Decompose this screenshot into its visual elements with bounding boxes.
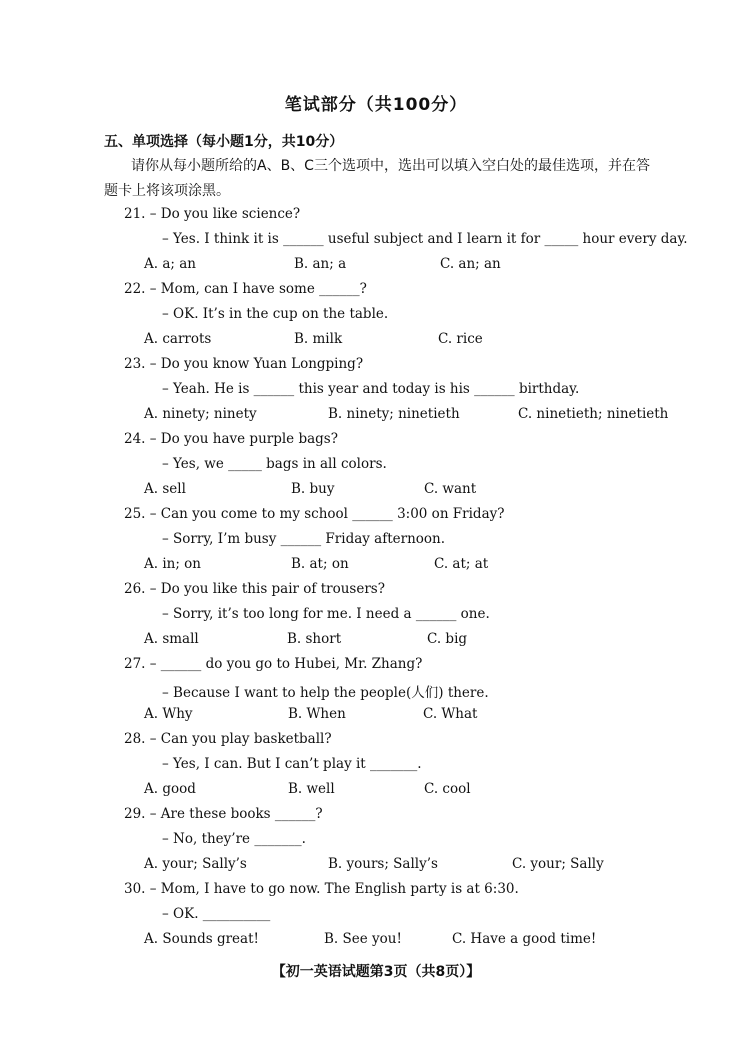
option-24-a: A. sell (144, 481, 186, 497)
option-21-c: C. an; an (440, 256, 501, 272)
section-heading: 五、单项选择（每小题1分，共10分） (104, 134, 344, 150)
option-29-a: A. your; Sally’s (144, 856, 247, 872)
answer-line-21: – Yes. I think it is ______ useful subject and I learn it for _____ hour every day. (162, 231, 688, 247)
option-30-c: C. Have a good time! (452, 931, 597, 947)
question-24: 24. – Do you have purple bags? (124, 431, 338, 447)
option-27-a: A. Why (144, 706, 193, 722)
option-22-a: A. carrots (144, 331, 212, 347)
option-23-c: C. ninetieth; ninetieth (518, 406, 669, 422)
question-27: 27. – ______ do you go to Hubei, Mr. Zhang? (124, 656, 423, 672)
answer-line-27: – Because I want to help the people(人们) there. (162, 685, 489, 701)
option-29-b: B. yours; Sally’s (328, 856, 438, 872)
option-24-b: B. buy (291, 481, 335, 497)
question-25: 25. – Can you come to my school ______ 3:00 on Friday? (124, 506, 505, 522)
option-21-b: B. an; a (294, 256, 347, 272)
option-28-b: B. well (288, 781, 335, 797)
answer-line-22: – OK. It’s in the cup on the table. (162, 306, 389, 322)
option-28-a: A. good (144, 781, 196, 797)
option-24-c: C. want (424, 481, 477, 497)
instructions-line-1: 请你从每小题所给的A、B、C三个选项中，选出可以填入空白处的最佳选项，并在答 (131, 158, 650, 174)
question-29: 29. – Are these books ______? (124, 806, 323, 822)
answer-line-29: – No, they’re _______. (162, 831, 306, 847)
question-30: 30. – Mom, I have to go now. The English party is at 6:30. (124, 881, 519, 897)
page-title: 笔试部分（共100分） (284, 95, 468, 115)
option-22-c: C. rice (438, 331, 483, 347)
answer-line-28: – Yes, I can. But I can’t play it _______. (162, 756, 422, 772)
option-26-c: C. big (427, 631, 468, 647)
answer-line-26: – Sorry, it’s too long for me. I need a ______ one. (162, 606, 490, 622)
option-25-b: B. at; on (291, 556, 349, 572)
question-22: 22. – Mom, can I have some ______? (124, 281, 367, 297)
question-21: 21. – Do you like science? (124, 206, 301, 222)
instructions-line-2: 题卡上将该项涂黑。 (104, 183, 230, 199)
answer-line-24: – Yes, we _____ bags in all colors. (162, 456, 387, 472)
answer-line-25: – Sorry, I’m busy ______ Friday afternoon. (162, 531, 446, 547)
option-27-b: B. When (288, 706, 346, 722)
answer-line-30: – OK. __________ (162, 906, 271, 922)
option-29-c: C. your; Sally (512, 856, 604, 872)
option-23-a: A. ninety; ninety (144, 406, 257, 422)
option-26-a: A. small (144, 631, 199, 647)
option-21-a: A. a; an (144, 256, 196, 272)
page-footer: 【初一英语试题第3页（共8页）】 (271, 964, 481, 980)
option-30-b: B. See you! (324, 931, 402, 947)
option-30-a: A. Sounds great! (144, 931, 259, 947)
question-28: 28. – Can you play basketball? (124, 731, 332, 747)
option-26-b: B. short (287, 631, 342, 647)
option-27-c: C. What (423, 706, 478, 722)
answer-line-23: – Yeah. He is ______ this year and today is his ______ birthday. (162, 381, 580, 397)
option-28-c: C. cool (424, 781, 471, 797)
question-26: 26. – Do you like this pair of trousers? (124, 581, 385, 597)
option-25-c: C. at; at (434, 556, 489, 572)
question-23: 23. – Do you know Yuan Longping? (124, 356, 364, 372)
option-25-a: A. in; on (144, 556, 202, 572)
option-23-b: B. ninety; ninetieth (328, 406, 460, 422)
option-22-b: B. milk (294, 331, 343, 347)
